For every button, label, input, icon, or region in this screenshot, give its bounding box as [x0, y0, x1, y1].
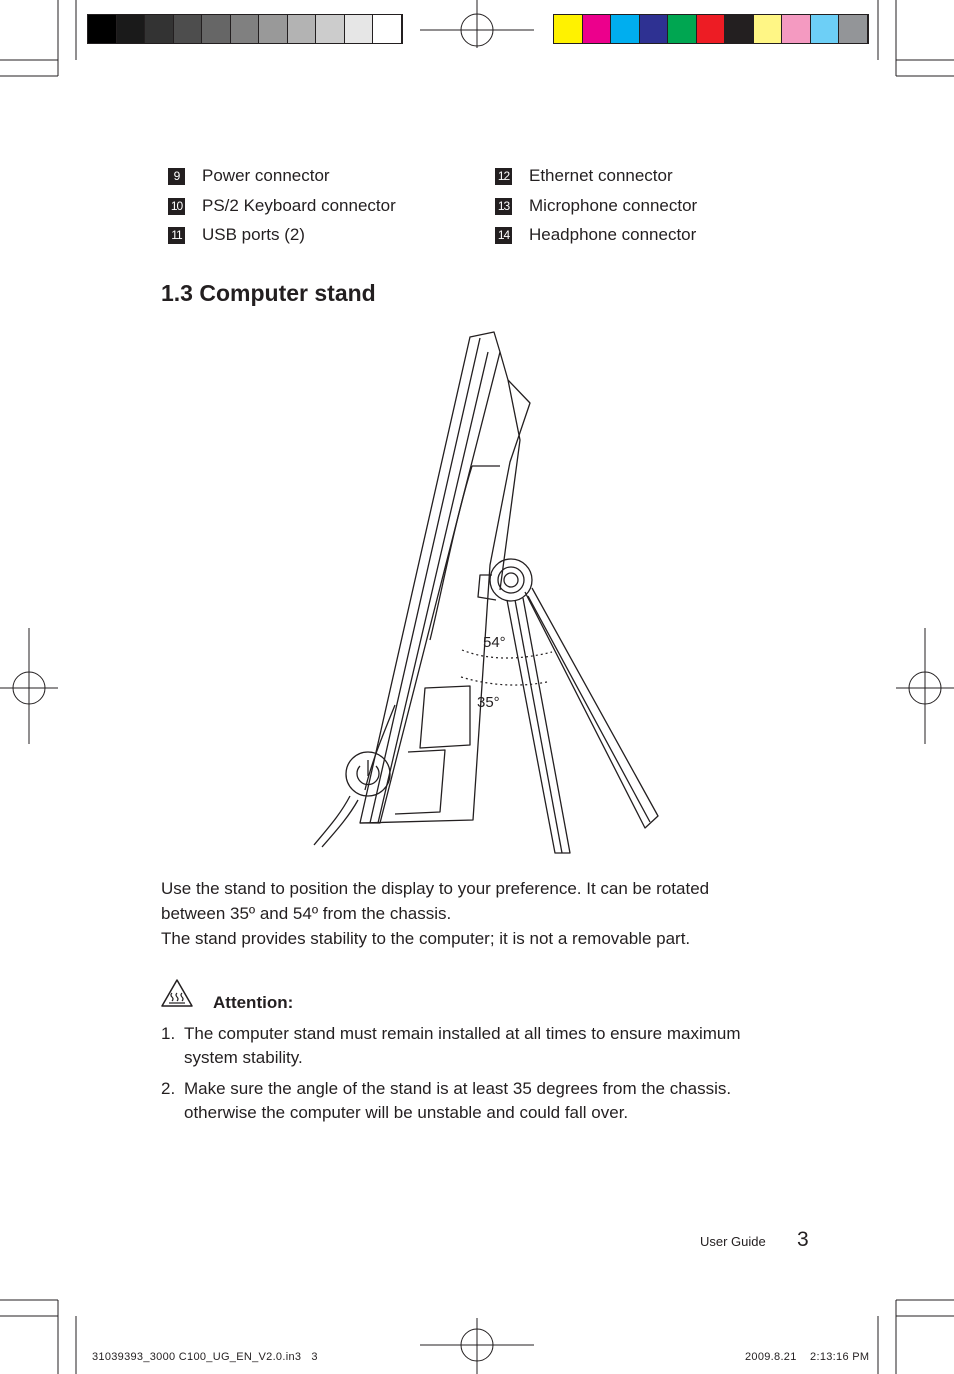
list-line: Make sure the angle of the stand is at least 35 degrees from the chassis.: [184, 1079, 732, 1098]
process-color-bar: [553, 14, 869, 44]
slug-filename: 31039393_3000 C100_UG_EN_V2.0.in3 3: [92, 1351, 318, 1363]
computer-stand-illustration: [300, 325, 680, 865]
color-swatch: [554, 15, 583, 43]
page-number: 3: [797, 1228, 809, 1251]
list-text: [184, 1077, 801, 1125]
number-badge: 10: [168, 198, 185, 215]
legend-item-ethernet: [495, 166, 673, 186]
number-badge: 9: [168, 168, 185, 185]
legend-label: Power connector: [202, 166, 330, 185]
color-swatch: [202, 15, 231, 43]
color-swatch: [839, 15, 868, 43]
list-line: The computer stand must remain installed at all times to ensure maximum: [184, 1024, 741, 1043]
color-swatch: [288, 15, 317, 43]
attention-list-item: [161, 1022, 801, 1070]
legend-label: Microphone connector: [529, 196, 698, 215]
registration-target-left: [0, 628, 58, 744]
attention-label: Attention:: [213, 993, 294, 1012]
slug-timestamp: 2009.8.21 2:13:16 PM: [745, 1351, 870, 1363]
color-swatch: [668, 15, 697, 43]
list-number: 2.: [161, 1079, 176, 1098]
registration-target-bottom: [420, 1318, 534, 1374]
legend-item-microphone: [495, 196, 697, 216]
legend-item-ps2-keyboard: [168, 196, 396, 216]
angle-label-min: 35°: [477, 694, 500, 711]
angle-label-max: 54°: [483, 634, 506, 651]
list-line: otherwise the computer will be unstable and could fall over.: [184, 1103, 629, 1122]
color-swatch: [88, 15, 117, 43]
color-swatch: [725, 15, 754, 43]
color-swatch: [259, 15, 288, 43]
number-badge: 12: [495, 168, 512, 185]
number-badge: 11: [168, 227, 185, 244]
color-swatch: [117, 15, 146, 43]
color-swatch: [231, 15, 260, 43]
footer-guide-label: User Guide: [700, 1234, 766, 1249]
color-swatch: [754, 15, 783, 43]
grayscale-color-bar: [87, 14, 403, 44]
registration-target-right: [896, 628, 954, 744]
paragraph-line: between 35º and 54º from the chassis.: [161, 904, 452, 923]
color-swatch: [316, 15, 345, 43]
color-swatch: [640, 15, 669, 43]
hot-surface-warning-icon: [160, 978, 194, 1008]
color-swatch: [782, 15, 811, 43]
legend-label: PS/2 Keyboard connector: [202, 196, 396, 215]
paragraph-line: Use the stand to position the display to your preference. It can be rotated: [161, 879, 710, 898]
paragraph-line: The stand provides stability to the computer; it is not a removable part.: [161, 929, 691, 948]
color-swatch: [583, 15, 612, 43]
number-badge: 13: [495, 198, 512, 215]
stand-description: [161, 876, 801, 951]
legend-label: USB ports (2): [202, 225, 305, 244]
color-swatch: [697, 15, 726, 43]
color-swatch: [811, 15, 840, 43]
color-swatch: [345, 15, 374, 43]
attention-list-item: [161, 1077, 801, 1125]
list-line: system stability.: [184, 1048, 303, 1067]
registration-target-top: [420, 0, 534, 48]
color-swatch: [373, 15, 402, 43]
legend-label: Headphone connector: [529, 225, 697, 244]
color-swatch: [174, 15, 203, 43]
legend-item-power: [168, 166, 330, 186]
section-title: 1.3 Computer stand: [161, 280, 376, 306]
legend-label: Ethernet connector: [529, 166, 673, 185]
list-text: [184, 1022, 801, 1070]
color-swatch: [611, 15, 640, 43]
legend-item-headphone: [495, 225, 696, 245]
list-number: 1.: [161, 1024, 176, 1043]
legend-item-usb: [168, 225, 305, 245]
color-swatch: [145, 15, 174, 43]
number-badge: 14: [495, 227, 512, 244]
